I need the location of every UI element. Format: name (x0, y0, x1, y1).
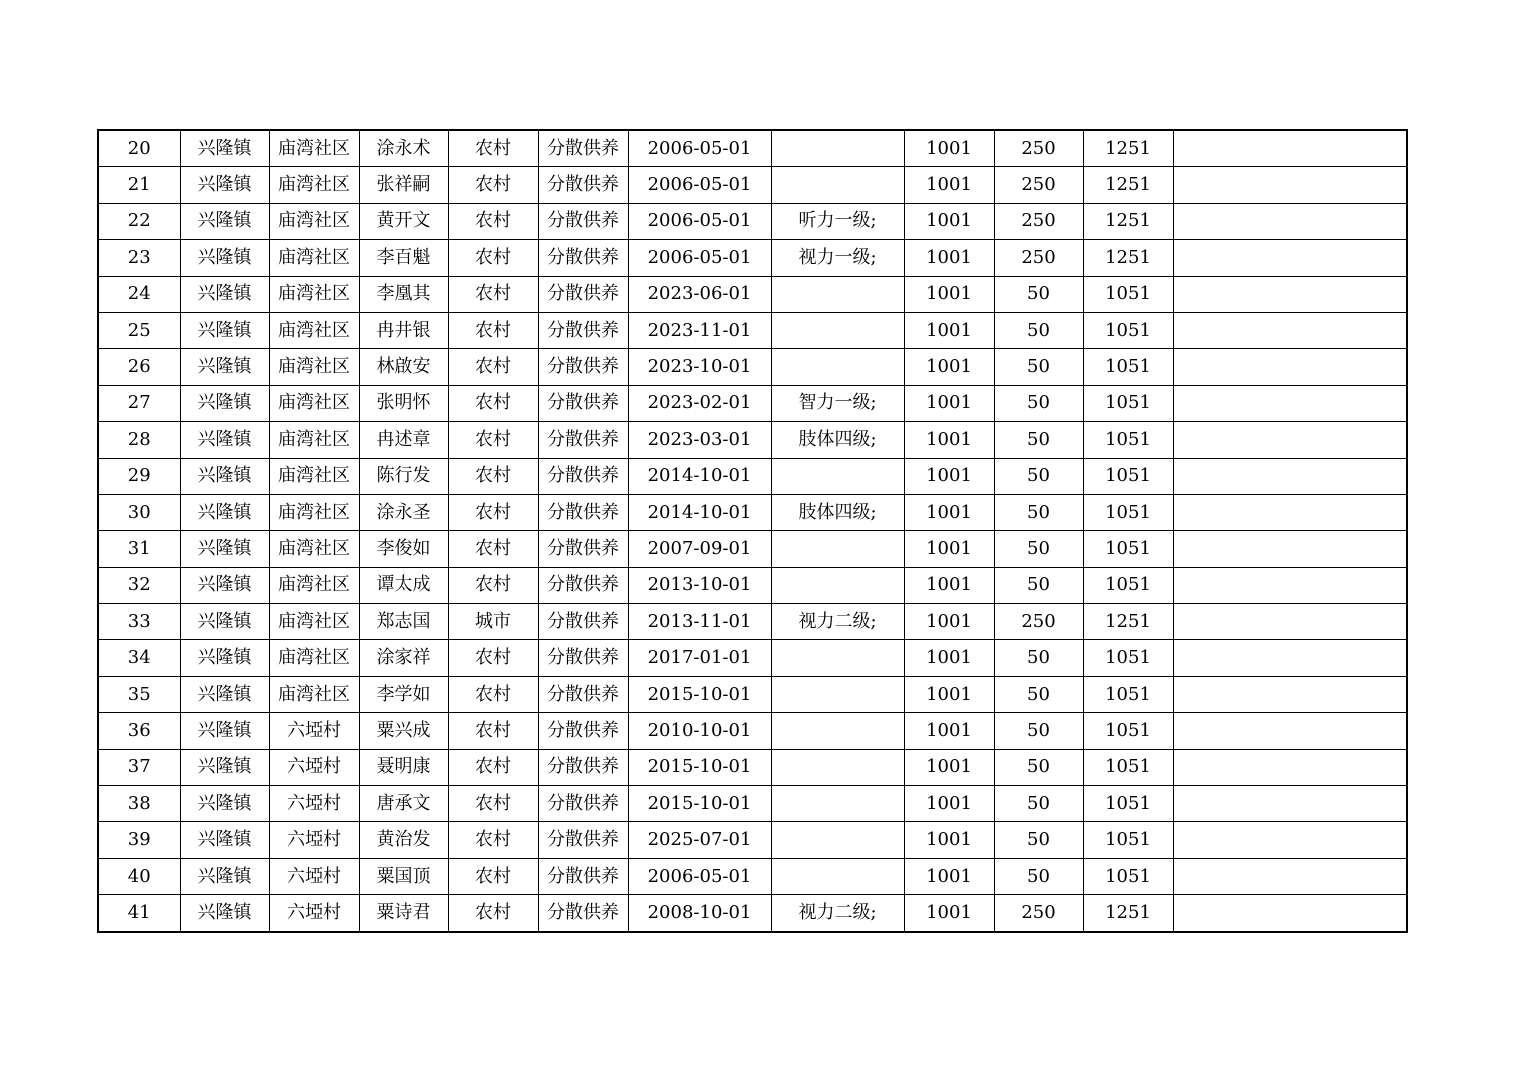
total-cell: 1051 (1083, 786, 1173, 822)
remark-cell (1173, 349, 1407, 385)
disability-cell: 视力二级; (771, 604, 904, 640)
village-cell: 庙湾社区 (269, 458, 359, 494)
remark-cell (1173, 822, 1407, 858)
town-cell: 兴隆镇 (180, 858, 269, 894)
support-type-cell: 分散供养 (538, 822, 628, 858)
serial-no-cell: 32 (98, 567, 180, 603)
roster-table (97, 129, 1408, 933)
total-cell: 1251 (1083, 240, 1173, 276)
allowance-cell: 50 (994, 312, 1083, 348)
basic-amount-cell: 1001 (904, 567, 994, 603)
name-cell: 冉井银 (359, 312, 448, 348)
disability-cell (771, 749, 904, 785)
household-type-cell: 农村 (448, 640, 538, 676)
household-type-cell: 农村 (448, 713, 538, 749)
basic-amount-cell: 1001 (904, 786, 994, 822)
allowance-cell: 250 (994, 240, 1083, 276)
support-type-cell: 分散供养 (538, 676, 628, 712)
disability-cell (771, 858, 904, 894)
start-date-cell: 2014-10-01 (628, 458, 771, 494)
allowance-cell: 50 (994, 786, 1083, 822)
village-cell: 庙湾社区 (269, 130, 359, 167)
table-row (98, 895, 1407, 932)
support-type-cell: 分散供养 (538, 713, 628, 749)
support-type-cell: 分散供养 (538, 749, 628, 785)
disability-cell (771, 349, 904, 385)
total-cell: 1051 (1083, 312, 1173, 348)
name-cell: 李学如 (359, 676, 448, 712)
support-type-cell: 分散供养 (538, 240, 628, 276)
village-cell: 庙湾社区 (269, 604, 359, 640)
household-type-cell: 农村 (448, 130, 538, 167)
total-cell: 1051 (1083, 749, 1173, 785)
town-cell: 兴隆镇 (180, 312, 269, 348)
serial-no-cell: 37 (98, 749, 180, 785)
basic-amount-cell: 1001 (904, 822, 994, 858)
total-cell: 1251 (1083, 167, 1173, 203)
remark-cell (1173, 786, 1407, 822)
name-cell: 林啟安 (359, 349, 448, 385)
town-cell: 兴隆镇 (180, 130, 269, 167)
town-cell: 兴隆镇 (180, 167, 269, 203)
start-date-cell: 2023-06-01 (628, 276, 771, 312)
household-type-cell: 农村 (448, 822, 538, 858)
start-date-cell: 2013-10-01 (628, 567, 771, 603)
total-cell: 1051 (1083, 858, 1173, 894)
remark-cell (1173, 858, 1407, 894)
disability-cell (771, 822, 904, 858)
support-type-cell: 分散供养 (538, 858, 628, 894)
basic-amount-cell: 1001 (904, 713, 994, 749)
allowance-cell: 50 (994, 567, 1083, 603)
basic-amount-cell: 1001 (904, 895, 994, 932)
disability-cell: 肢体四级; (771, 422, 904, 458)
allowance-cell: 50 (994, 458, 1083, 494)
serial-no-cell: 22 (98, 203, 180, 239)
name-cell: 李百魁 (359, 240, 448, 276)
name-cell: 张祥嗣 (359, 167, 448, 203)
support-type-cell: 分散供养 (538, 167, 628, 203)
village-cell: 庙湾社区 (269, 422, 359, 458)
household-type-cell: 农村 (448, 567, 538, 603)
serial-no-cell: 25 (98, 312, 180, 348)
town-cell: 兴隆镇 (180, 786, 269, 822)
start-date-cell: 2023-02-01 (628, 385, 771, 421)
name-cell: 涂永圣 (359, 494, 448, 530)
village-cell: 庙湾社区 (269, 312, 359, 348)
remark-cell (1173, 422, 1407, 458)
support-type-cell: 分散供养 (538, 640, 628, 676)
household-type-cell: 农村 (448, 385, 538, 421)
basic-amount-cell: 1001 (904, 676, 994, 712)
town-cell: 兴隆镇 (180, 567, 269, 603)
name-cell: 涂永术 (359, 130, 448, 167)
start-date-cell: 2006-05-01 (628, 167, 771, 203)
total-cell: 1051 (1083, 531, 1173, 567)
start-date-cell: 2006-05-01 (628, 203, 771, 239)
table-row (98, 385, 1407, 421)
allowance-cell: 50 (994, 385, 1083, 421)
total-cell: 1051 (1083, 494, 1173, 530)
household-type-cell: 农村 (448, 422, 538, 458)
start-date-cell: 2014-10-01 (628, 494, 771, 530)
start-date-cell: 2006-05-01 (628, 240, 771, 276)
village-cell: 六埡村 (269, 749, 359, 785)
village-cell: 庙湾社区 (269, 385, 359, 421)
village-cell: 庙湾社区 (269, 494, 359, 530)
household-type-cell: 农村 (448, 312, 538, 348)
table-row (98, 604, 1407, 640)
household-type-cell: 农村 (448, 531, 538, 567)
basic-amount-cell: 1001 (904, 749, 994, 785)
support-type-cell: 分散供养 (538, 385, 628, 421)
village-cell: 六埡村 (269, 895, 359, 932)
serial-no-cell: 33 (98, 604, 180, 640)
table-row (98, 276, 1407, 312)
town-cell: 兴隆镇 (180, 494, 269, 530)
serial-no-cell: 30 (98, 494, 180, 530)
town-cell: 兴隆镇 (180, 531, 269, 567)
serial-no-cell: 23 (98, 240, 180, 276)
basic-amount-cell: 1001 (904, 312, 994, 348)
village-cell: 庙湾社区 (269, 676, 359, 712)
total-cell: 1051 (1083, 567, 1173, 603)
serial-no-cell: 38 (98, 786, 180, 822)
start-date-cell: 2013-11-01 (628, 604, 771, 640)
name-cell: 粟诗君 (359, 895, 448, 932)
basic-amount-cell: 1001 (904, 494, 994, 530)
town-cell: 兴隆镇 (180, 713, 269, 749)
total-cell: 1051 (1083, 676, 1173, 712)
allowance-cell: 250 (994, 895, 1083, 932)
table-row (98, 858, 1407, 894)
village-cell: 六埡村 (269, 822, 359, 858)
name-cell: 谭太成 (359, 567, 448, 603)
allowance-cell: 50 (994, 858, 1083, 894)
start-date-cell: 2023-03-01 (628, 422, 771, 458)
household-type-cell: 农村 (448, 240, 538, 276)
roster-sheet (97, 129, 1408, 933)
household-type-cell: 农村 (448, 858, 538, 894)
household-type-cell: 农村 (448, 786, 538, 822)
household-type-cell: 农村 (448, 349, 538, 385)
disability-cell (771, 531, 904, 567)
household-type-cell: 农村 (448, 676, 538, 712)
table-row (98, 531, 1407, 567)
total-cell: 1251 (1083, 604, 1173, 640)
start-date-cell: 2015-10-01 (628, 749, 771, 785)
allowance-cell: 250 (994, 203, 1083, 239)
serial-no-cell: 27 (98, 385, 180, 421)
village-cell: 六埡村 (269, 713, 359, 749)
name-cell: 黄开文 (359, 203, 448, 239)
total-cell: 1051 (1083, 422, 1173, 458)
basic-amount-cell: 1001 (904, 422, 994, 458)
table-row (98, 130, 1407, 167)
remark-cell (1173, 713, 1407, 749)
serial-no-cell: 39 (98, 822, 180, 858)
basic-amount-cell: 1001 (904, 276, 994, 312)
remark-cell (1173, 676, 1407, 712)
allowance-cell: 50 (994, 276, 1083, 312)
name-cell: 黄治发 (359, 822, 448, 858)
name-cell: 郑志国 (359, 604, 448, 640)
town-cell: 兴隆镇 (180, 749, 269, 785)
serial-no-cell: 36 (98, 713, 180, 749)
village-cell: 六埡村 (269, 786, 359, 822)
start-date-cell: 2023-10-01 (628, 349, 771, 385)
table-row (98, 458, 1407, 494)
start-date-cell: 2015-10-01 (628, 786, 771, 822)
household-type-cell: 农村 (448, 494, 538, 530)
name-cell: 粟兴成 (359, 713, 448, 749)
basic-amount-cell: 1001 (904, 203, 994, 239)
disability-cell (771, 676, 904, 712)
town-cell: 兴隆镇 (180, 276, 269, 312)
household-type-cell: 农村 (448, 203, 538, 239)
allowance-cell: 50 (994, 422, 1083, 458)
total-cell: 1051 (1083, 349, 1173, 385)
table-row (98, 349, 1407, 385)
table-row (98, 422, 1407, 458)
serial-no-cell: 29 (98, 458, 180, 494)
table-row (98, 203, 1407, 239)
remark-cell (1173, 604, 1407, 640)
name-cell: 张明怀 (359, 385, 448, 421)
basic-amount-cell: 1001 (904, 240, 994, 276)
household-type-cell: 农村 (448, 749, 538, 785)
disability-cell (771, 567, 904, 603)
table-row (98, 676, 1407, 712)
remark-cell (1173, 567, 1407, 603)
table-row (98, 312, 1407, 348)
name-cell: 粟国顶 (359, 858, 448, 894)
support-type-cell: 分散供养 (538, 422, 628, 458)
disability-cell: 视力一级; (771, 240, 904, 276)
table-row (98, 786, 1407, 822)
allowance-cell: 50 (994, 713, 1083, 749)
village-cell: 庙湾社区 (269, 203, 359, 239)
total-cell: 1051 (1083, 640, 1173, 676)
remark-cell (1173, 494, 1407, 530)
disability-cell (771, 312, 904, 348)
disability-cell (771, 276, 904, 312)
basic-amount-cell: 1001 (904, 458, 994, 494)
basic-amount-cell: 1001 (904, 640, 994, 676)
remark-cell (1173, 130, 1407, 167)
total-cell: 1251 (1083, 130, 1173, 167)
household-type-cell: 农村 (448, 276, 538, 312)
support-type-cell: 分散供养 (538, 604, 628, 640)
start-date-cell: 2008-10-01 (628, 895, 771, 932)
allowance-cell: 50 (994, 749, 1083, 785)
village-cell: 庙湾社区 (269, 240, 359, 276)
name-cell: 李俊如 (359, 531, 448, 567)
support-type-cell: 分散供养 (538, 786, 628, 822)
basic-amount-cell: 1001 (904, 531, 994, 567)
disability-cell (771, 130, 904, 167)
remark-cell (1173, 276, 1407, 312)
disability-cell (771, 713, 904, 749)
serial-no-cell: 26 (98, 349, 180, 385)
disability-cell: 听力一级; (771, 203, 904, 239)
total-cell: 1051 (1083, 822, 1173, 858)
serial-no-cell: 40 (98, 858, 180, 894)
town-cell: 兴隆镇 (180, 240, 269, 276)
village-cell: 六埡村 (269, 858, 359, 894)
town-cell: 兴隆镇 (180, 203, 269, 239)
remark-cell (1173, 895, 1407, 932)
serial-no-cell: 35 (98, 676, 180, 712)
household-type-cell: 城市 (448, 604, 538, 640)
total-cell: 1051 (1083, 713, 1173, 749)
total-cell: 1251 (1083, 895, 1173, 932)
remark-cell (1173, 385, 1407, 421)
remark-cell (1173, 458, 1407, 494)
name-cell: 涂家祥 (359, 640, 448, 676)
allowance-cell: 250 (994, 167, 1083, 203)
support-type-cell: 分散供养 (538, 312, 628, 348)
remark-cell (1173, 203, 1407, 239)
household-type-cell: 农村 (448, 895, 538, 932)
allowance-cell: 50 (994, 822, 1083, 858)
start-date-cell: 2017-01-01 (628, 640, 771, 676)
start-date-cell: 2025-07-01 (628, 822, 771, 858)
table-row (98, 494, 1407, 530)
start-date-cell: 2010-10-01 (628, 713, 771, 749)
allowance-cell: 50 (994, 676, 1083, 712)
total-cell: 1051 (1083, 276, 1173, 312)
table-row (98, 822, 1407, 858)
disability-cell: 视力二级; (771, 895, 904, 932)
disability-cell (771, 786, 904, 822)
town-cell: 兴隆镇 (180, 349, 269, 385)
support-type-cell: 分散供养 (538, 349, 628, 385)
table-row (98, 567, 1407, 603)
support-type-cell: 分散供养 (538, 458, 628, 494)
support-type-cell: 分散供养 (538, 895, 628, 932)
table-row (98, 240, 1407, 276)
support-type-cell: 分散供养 (538, 203, 628, 239)
serial-no-cell: 24 (98, 276, 180, 312)
disability-cell: 肢体四级; (771, 494, 904, 530)
town-cell: 兴隆镇 (180, 676, 269, 712)
support-type-cell: 分散供养 (538, 531, 628, 567)
disability-cell (771, 640, 904, 676)
remark-cell (1173, 167, 1407, 203)
table-row (98, 713, 1407, 749)
remark-cell (1173, 312, 1407, 348)
start-date-cell: 2007-09-01 (628, 531, 771, 567)
household-type-cell: 农村 (448, 458, 538, 494)
basic-amount-cell: 1001 (904, 604, 994, 640)
village-cell: 庙湾社区 (269, 567, 359, 603)
support-type-cell: 分散供养 (538, 494, 628, 530)
basic-amount-cell: 1001 (904, 130, 994, 167)
name-cell: 聂明康 (359, 749, 448, 785)
basic-amount-cell: 1001 (904, 349, 994, 385)
start-date-cell: 2023-11-01 (628, 312, 771, 348)
table-row (98, 749, 1407, 785)
serial-no-cell: 34 (98, 640, 180, 676)
village-cell: 庙湾社区 (269, 640, 359, 676)
disability-cell (771, 458, 904, 494)
name-cell: 冉述章 (359, 422, 448, 458)
total-cell: 1051 (1083, 458, 1173, 494)
allowance-cell: 50 (994, 531, 1083, 567)
roster-body (98, 130, 1407, 932)
village-cell: 庙湾社区 (269, 167, 359, 203)
basic-amount-cell: 1001 (904, 385, 994, 421)
town-cell: 兴隆镇 (180, 822, 269, 858)
remark-cell (1173, 240, 1407, 276)
start-date-cell: 2006-05-01 (628, 858, 771, 894)
town-cell: 兴隆镇 (180, 385, 269, 421)
name-cell: 陈行发 (359, 458, 448, 494)
allowance-cell: 50 (994, 349, 1083, 385)
support-type-cell: 分散供养 (538, 567, 628, 603)
start-date-cell: 2015-10-01 (628, 676, 771, 712)
village-cell: 庙湾社区 (269, 531, 359, 567)
serial-no-cell: 41 (98, 895, 180, 932)
name-cell: 李凰其 (359, 276, 448, 312)
total-cell: 1051 (1083, 385, 1173, 421)
village-cell: 庙湾社区 (269, 276, 359, 312)
basic-amount-cell: 1001 (904, 167, 994, 203)
serial-no-cell: 20 (98, 130, 180, 167)
serial-no-cell: 31 (98, 531, 180, 567)
serial-no-cell: 21 (98, 167, 180, 203)
allowance-cell: 250 (994, 604, 1083, 640)
remark-cell (1173, 640, 1407, 676)
town-cell: 兴隆镇 (180, 895, 269, 932)
remark-cell (1173, 531, 1407, 567)
disability-cell (771, 167, 904, 203)
support-type-cell: 分散供养 (538, 130, 628, 167)
town-cell: 兴隆镇 (180, 604, 269, 640)
support-type-cell: 分散供养 (538, 276, 628, 312)
household-type-cell: 农村 (448, 167, 538, 203)
total-cell: 1251 (1083, 203, 1173, 239)
allowance-cell: 50 (994, 640, 1083, 676)
remark-cell (1173, 749, 1407, 785)
allowance-cell: 250 (994, 130, 1083, 167)
table-row (98, 640, 1407, 676)
town-cell: 兴隆镇 (180, 422, 269, 458)
basic-amount-cell: 1001 (904, 858, 994, 894)
village-cell: 庙湾社区 (269, 349, 359, 385)
disability-cell: 智力一级; (771, 385, 904, 421)
town-cell: 兴隆镇 (180, 458, 269, 494)
allowance-cell: 50 (994, 494, 1083, 530)
serial-no-cell: 28 (98, 422, 180, 458)
town-cell: 兴隆镇 (180, 640, 269, 676)
start-date-cell: 2006-05-01 (628, 130, 771, 167)
table-row (98, 167, 1407, 203)
name-cell: 唐承文 (359, 786, 448, 822)
